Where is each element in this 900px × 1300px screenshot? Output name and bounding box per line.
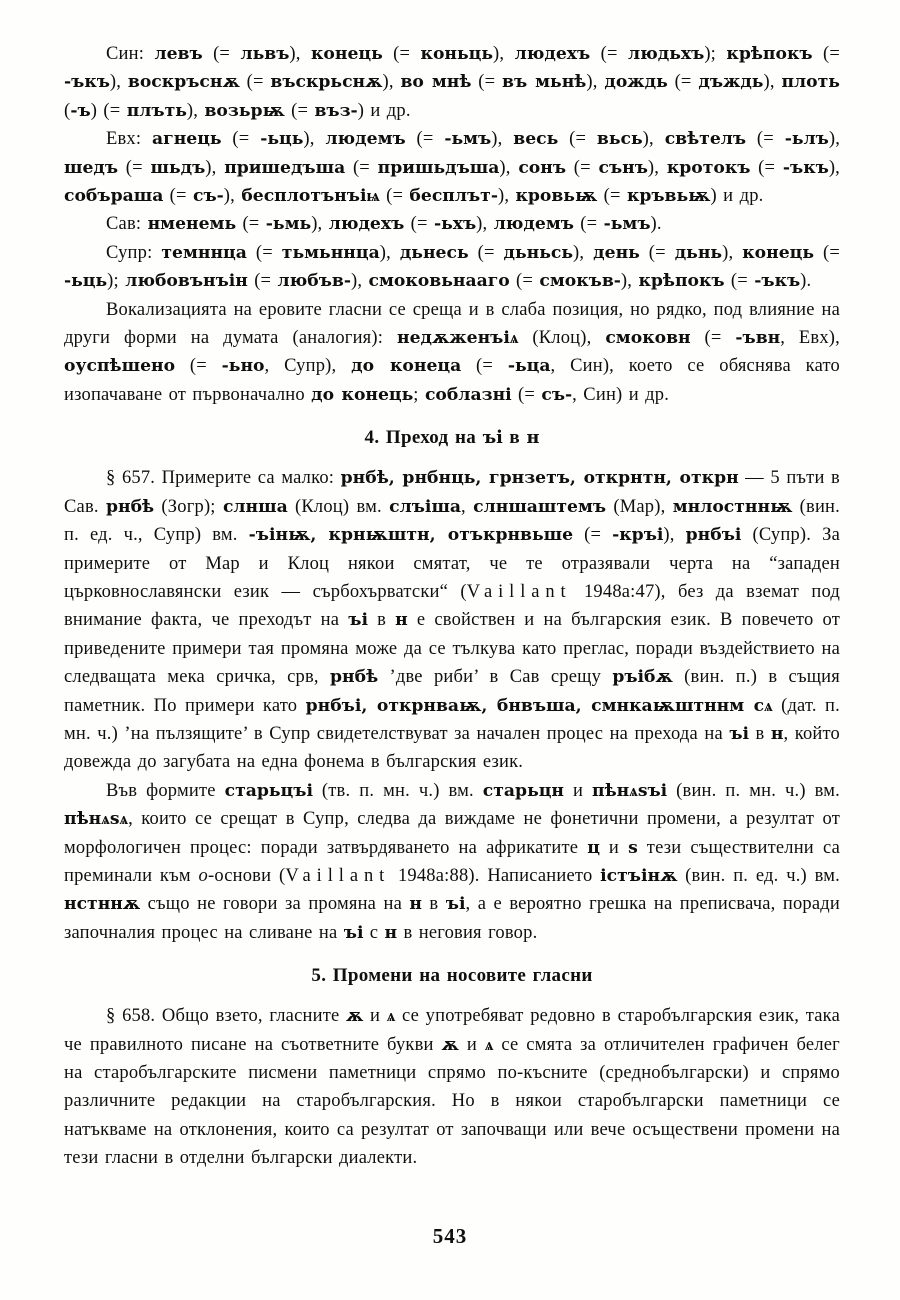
text-run: (= — [405, 129, 445, 150]
ocs-example-term: мнлостннѭ — [672, 496, 793, 517]
text-run: Във формите — [106, 780, 225, 801]
text-run: (вин. п. мн. ч.) вм. — [667, 780, 841, 801]
ocs-example-term: пришьдъша — [377, 157, 500, 178]
ocs-example-term: пришедъша — [224, 157, 346, 178]
text-run: (= — [509, 271, 540, 292]
ocs-example-term: темннца — [161, 242, 247, 263]
text-run: (= — [814, 242, 840, 263]
ocs-example-term: нстннѫ — [64, 894, 141, 915]
text-run: (Зогр); — [154, 496, 223, 517]
ocs-example-term: людемъ — [493, 214, 574, 235]
text-run: § 657. Примерите са малко: — [106, 468, 341, 489]
text-run: (= — [461, 356, 508, 377]
ocs-example-term: рнбѣ — [106, 496, 155, 517]
text-run: ) (= — [90, 100, 127, 121]
text-run: ), — [491, 129, 514, 150]
ocs-example-term: ъі — [482, 427, 503, 449]
ocs-example-term: ъі — [343, 922, 364, 943]
ocs-example-term: ѧ — [484, 1034, 494, 1055]
ocs-example-term: ръібѫ — [612, 667, 673, 688]
text-run: и — [363, 1006, 387, 1027]
ocs-example-term: день — [593, 242, 640, 263]
text-run: (= — [202, 44, 241, 64]
paragraph-658 — [64, 1002, 840, 1172]
ocs-example-term: дъждь — [698, 72, 764, 93]
text-run: ), — [205, 157, 225, 178]
text-run: (= — [118, 157, 151, 178]
ocs-example-term: ъі — [445, 894, 466, 915]
ocs-example-term: дьньсь — [503, 242, 574, 263]
ocs-example-term: сънъ — [598, 157, 648, 178]
ocs-example-term: кровьѭ — [515, 186, 598, 207]
ocs-example-term: -ьно — [221, 356, 265, 377]
text-run: ), — [722, 242, 743, 263]
text-run: Сав: — [106, 214, 148, 235]
ocs-example-term: смоковн — [605, 328, 691, 349]
ocs-example-term: -ъ — [70, 100, 91, 121]
paragraph-657-morphology — [64, 777, 840, 947]
text-run: и — [458, 1034, 485, 1055]
text-run: в — [502, 427, 527, 449]
ocs-example-term: ѫ — [346, 1006, 364, 1027]
text-run: 4. Преход на — [364, 427, 483, 449]
text-run: (= — [163, 186, 193, 207]
ocs-example-term: істъінѫ — [600, 865, 678, 886]
ocs-example-term: нменемь — [147, 214, 237, 235]
text-run: ), — [311, 214, 329, 235]
text-run: ), — [476, 214, 494, 235]
ocs-example-term: н — [409, 894, 423, 915]
ocs-example-term: плъть — [126, 100, 187, 121]
ocs-example-term: собъраша — [64, 186, 164, 207]
text-run: (= — [590, 44, 629, 64]
text-run: 1948а:88). Написанието — [390, 865, 601, 886]
text-run: , а е вероятно грешка на преписвача, поради започналия процес на сливане на — [64, 894, 841, 943]
text-run: (= — [468, 242, 504, 263]
text-run: ), — [763, 72, 782, 93]
ocs-example-term: любовънъін — [125, 271, 248, 292]
text-run: (= — [284, 100, 315, 121]
ocs-example-term: свѣтелъ — [664, 129, 747, 150]
ocs-example-term: въз- — [314, 100, 358, 121]
ocs-example-term: н — [770, 723, 784, 744]
text-run: (Клоц), — [518, 328, 606, 349]
ocs-example-term: людехъ — [514, 44, 591, 64]
text-run: ), — [379, 242, 400, 263]
ocs-example-term: недѫженъіѧ — [396, 328, 519, 349]
text-run: ), — [186, 100, 205, 121]
ocs-example-term: ѫ — [441, 1034, 459, 1055]
text-run: ’две риби’ в Сав срещу — [378, 667, 613, 688]
ocs-example-term: -ъінѭ, крнѭштн, отъкрнвьше — [248, 525, 574, 546]
ocs-example-term: старьцъі — [224, 780, 313, 801]
text-run: и — [564, 780, 592, 801]
text-run: , които се срещат в Супр, следва да виждаме не фонетични промени, а резултат от морфологичен процес: поради затвърдяването на африкатите — [64, 809, 840, 858]
text-run: (= — [379, 186, 410, 207]
ocs-example-term: бесплотънъіѩ — [241, 186, 380, 207]
text-run: ) и др. — [357, 100, 411, 121]
text-run: ), — [586, 72, 605, 93]
text-run: , Супр), — [264, 356, 352, 377]
text-run: ), — [493, 44, 515, 64]
ocs-example-term: н — [526, 427, 540, 449]
text-run: (= — [511, 384, 542, 405]
ocs-example-term: -ьхъ — [433, 214, 477, 235]
section-heading-4 — [64, 424, 840, 452]
text-run: (= — [690, 328, 736, 349]
section-heading-5 — [64, 962, 840, 990]
text-run: 5. Промени на носовите гласни — [311, 965, 593, 987]
text-run: ). — [650, 214, 662, 235]
text-run: (= — [746, 129, 785, 150]
ocs-example-term: возьрѭ — [204, 100, 285, 121]
ocs-example-term: кротокъ — [666, 157, 751, 178]
text-run: и — [599, 837, 629, 858]
ocs-example-term: сонъ — [518, 157, 567, 178]
ocs-example-term: н — [384, 922, 398, 943]
text-run: (= — [247, 271, 278, 292]
text-run: (= — [221, 129, 261, 150]
text-run: , който довежда до загубата на една фонема в българския език. — [64, 723, 840, 773]
text-run: (Мар), — [606, 496, 673, 517]
ocs-example-term: -ъкъ — [782, 157, 829, 178]
ocs-example-term: дьнь — [674, 242, 723, 263]
ocs-example-term: -ъкъ — [64, 72, 110, 93]
text-run: Син: — [106, 44, 155, 64]
ocs-example-term: конець — [310, 44, 383, 64]
ocs-example-term: рнбъі — [685, 525, 742, 546]
text-run: Евх: — [106, 129, 153, 150]
ocs-example-term: до конець — [311, 384, 414, 405]
ocs-example-term: пѣнѧѕѧ — [64, 809, 129, 830]
italic-term: о — [198, 865, 208, 886]
ocs-example-term: плоть — [781, 72, 840, 93]
text-run: ); — [107, 271, 126, 292]
ocs-example-term: агнець — [152, 129, 222, 150]
text-run: (= — [724, 271, 755, 292]
text-run: (Супр). За примерите от Мар и Клоц някои смятат, че те отразявали черта на “западен църковнославянски език — сърбохърватски“ ( — [64, 525, 841, 602]
ocs-example-term: ѧ — [386, 1006, 396, 1027]
ocs-example-term: н — [395, 610, 408, 631]
text-run: с — [363, 922, 385, 943]
ocs-example-term: слншаштемъ — [473, 496, 607, 517]
ocs-example-term: вьсь — [596, 129, 643, 150]
text-run: Вокализацията на еровите гласни се среща и в слаба позиция, но рядко, под влияние на други форми на думата (аналогия): — [64, 299, 840, 349]
text-run: в — [367, 610, 396, 631]
text-run: (= — [246, 242, 282, 263]
text-run: в — [422, 894, 446, 915]
ocs-example-term: пѣнѧѕъі — [591, 780, 668, 801]
text-run: (= — [382, 44, 421, 64]
ocs-example-term: -ьмъ — [603, 214, 651, 235]
text-run: , Евх), — [780, 328, 840, 349]
ocs-example-term: слнша — [222, 496, 288, 517]
text-run: ); — [704, 44, 727, 64]
text-run: ), — [223, 186, 242, 207]
ocs-example-term: -кръі — [612, 525, 664, 546]
ocs-example-term: рнбѣ, рнбнць, грнзетъ, открнтн, открн — [340, 468, 739, 489]
text-run: (тв. п. мн. ч.) вм. — [312, 780, 483, 801]
ocs-example-term: воскръснѫ — [127, 72, 240, 93]
ocs-example-term: ъі — [729, 723, 750, 744]
ocs-example-term: -ьць — [260, 129, 304, 150]
paragraph-evh-examples — [64, 125, 840, 210]
ocs-example-term: рнбъі, открнваѭ, бнвъша, смнкаѭштннм сѧ — [305, 695, 773, 716]
text-run: ), — [382, 72, 401, 93]
text-run: , Син), което се обяснява като изопачаване от първоначално — [64, 356, 840, 405]
text-run: (= — [750, 157, 783, 178]
ocs-example-term: людехъ — [328, 214, 405, 235]
text-run: се смята за отличителен графичен белег на старобългарските писмени паметници спрямо по-късните (среднобългарски) и спрямо различните редакции на старобългарския. Но в някои старобългарски паметници се натъкваме на отклонения, които са резултат от започващи или вече осъществени промени на тези гласни в отделни български диалекти. — [64, 1034, 840, 1169]
text-run: ), — [642, 129, 665, 150]
text-run: Супр: — [106, 242, 162, 263]
text-run: 1948а:47), без да вземат под внимание факта, че преходът на — [64, 581, 840, 631]
ocs-example-term: львъ — [240, 44, 290, 64]
text-run: ), — [351, 271, 369, 292]
paragraph-vocalization — [64, 296, 840, 410]
text-run: -основи ( — [207, 865, 286, 886]
paragraph-sav-examples — [64, 210, 840, 238]
text-run: тези съществителни са преминали към — [64, 837, 840, 886]
text-run: (= — [404, 214, 434, 235]
text-run: (= — [471, 72, 503, 93]
text-run: също не говори за промяна на — [140, 894, 410, 915]
text-run: ( — [64, 100, 71, 121]
text-run: , — [461, 496, 474, 517]
paragraph-657 — [64, 464, 840, 776]
text-run: ), — [497, 186, 516, 207]
text-run: (= — [566, 157, 599, 178]
ocs-example-term: -ъвн — [735, 328, 781, 349]
paragraph-sin-examples — [64, 40, 840, 125]
paragraph-supr-examples — [64, 239, 840, 296]
text-run: (= — [239, 72, 271, 93]
ocs-example-term: въскрьснѫ — [270, 72, 383, 93]
text-run: ), — [828, 129, 841, 150]
text-run: ), — [663, 525, 686, 546]
ocs-example-term: оуспѣшено — [64, 356, 176, 377]
text-run: ), — [303, 129, 326, 150]
spaced-author-name: Vaillant — [466, 581, 572, 602]
ocs-example-term: во мнѣ — [400, 72, 472, 93]
text-run: (= — [175, 356, 222, 377]
ocs-example-term: тьмьннца — [281, 242, 380, 263]
text-run: в — [749, 723, 771, 744]
text-run: (= — [639, 242, 675, 263]
ocs-example-term: до конеца — [351, 356, 462, 377]
text-run: ), — [828, 157, 840, 178]
ocs-example-term: левъ — [154, 44, 203, 64]
ocs-example-term: рнбѣ — [330, 667, 379, 688]
ocs-example-term: съ- — [193, 186, 224, 207]
text-run: (= — [558, 129, 597, 150]
text-run: ), — [647, 157, 667, 178]
ocs-example-term: бесплът- — [409, 186, 498, 207]
text-run: ), — [620, 271, 639, 292]
text-run: (= — [812, 44, 840, 64]
text-run: се употребяват редовно в старобългарския език, така че правилното писане на съответните букви — [64, 1006, 840, 1055]
ocs-example-term: любъв- — [277, 271, 351, 292]
ocs-example-term: дождь — [604, 72, 668, 93]
text-run: в неговия говор. — [397, 922, 538, 943]
text-run: (Клоц) вм. — [287, 496, 390, 517]
ocs-example-term: ѕ — [628, 837, 638, 858]
ocs-example-term: старьцн — [482, 780, 565, 801]
text-run: (= — [345, 157, 378, 178]
ocs-example-term: коньць — [420, 44, 494, 64]
ocs-example-term: крѣпокъ — [638, 271, 725, 292]
ocs-example-term: въ мьнѣ — [502, 72, 587, 93]
ocs-example-term: дьнесь — [399, 242, 469, 263]
text-run: е свойствен и на българския език. В повечето от приведените примери тая промяна може да се тълкува като преглас, поради въздействието на следващата мека сричка, срв, — [64, 610, 841, 688]
ocs-example-term: шедъ — [64, 157, 119, 178]
page-number: 543 — [432, 1224, 468, 1248]
text-run: ). — [800, 271, 812, 292]
ocs-example-term: соблазні — [424, 384, 512, 405]
ocs-example-term: съ- — [541, 384, 573, 405]
text-run: ; — [413, 384, 425, 405]
ocs-example-term: конець — [742, 242, 814, 263]
text-run: ), — [289, 44, 311, 64]
text-run: , Син) и др. — [572, 384, 670, 405]
text-run: ) и др. — [710, 186, 764, 207]
spaced-author-name: Vaillant — [285, 865, 391, 886]
ocs-example-term: кръвьѭ — [626, 186, 711, 207]
ocs-example-term: -ьца — [507, 356, 551, 377]
ocs-example-term: -ьць — [64, 271, 108, 292]
ocs-example-term: шьдъ — [150, 157, 206, 178]
text-run: § 658. Общо взето, гласните — [106, 1006, 347, 1027]
ocs-example-term: смоковьнааго — [368, 271, 510, 292]
ocs-example-term: -ьмъ — [444, 129, 492, 150]
text-run: (дат. п. мн. ч.) ’на пълзящите’ в Супр свидетелствуват за начален процес на прехода на — [64, 695, 840, 744]
text-run: (вин. п. ед. ч., Супр) вм. — [64, 496, 840, 546]
ocs-example-term: слъіша — [389, 496, 462, 517]
ocs-example-term: людьхъ — [628, 44, 705, 64]
text-run: (вин. п. ед. ч.) вм. — [677, 865, 840, 886]
ocs-example-term: смокъв- — [539, 271, 621, 292]
ocs-example-term: -ьмь — [265, 214, 312, 235]
ocs-example-term: ъі — [348, 610, 368, 631]
ocs-example-term: крѣпокъ — [726, 44, 813, 64]
text-run: (= — [597, 186, 627, 207]
ocs-example-term: весь — [513, 129, 559, 150]
text-run: (вин. п.) в същия паметник. По примери като — [64, 667, 840, 716]
text-run: ), — [573, 242, 594, 263]
text-run: — 5 пъти в Сав. — [64, 468, 840, 517]
text-run: (= — [573, 214, 604, 235]
text-run: ), — [499, 157, 519, 178]
text-run: (= — [236, 214, 266, 235]
ocs-example-term: ц — [587, 837, 600, 858]
ocs-example-term: людемъ — [325, 129, 406, 150]
ocs-example-term: -ъкъ — [754, 271, 801, 292]
ocs-example-term: -ьлъ — [784, 129, 829, 150]
text-run: ), — [109, 72, 128, 93]
text-run: (= — [573, 525, 613, 546]
text-run: (= — [667, 72, 699, 93]
